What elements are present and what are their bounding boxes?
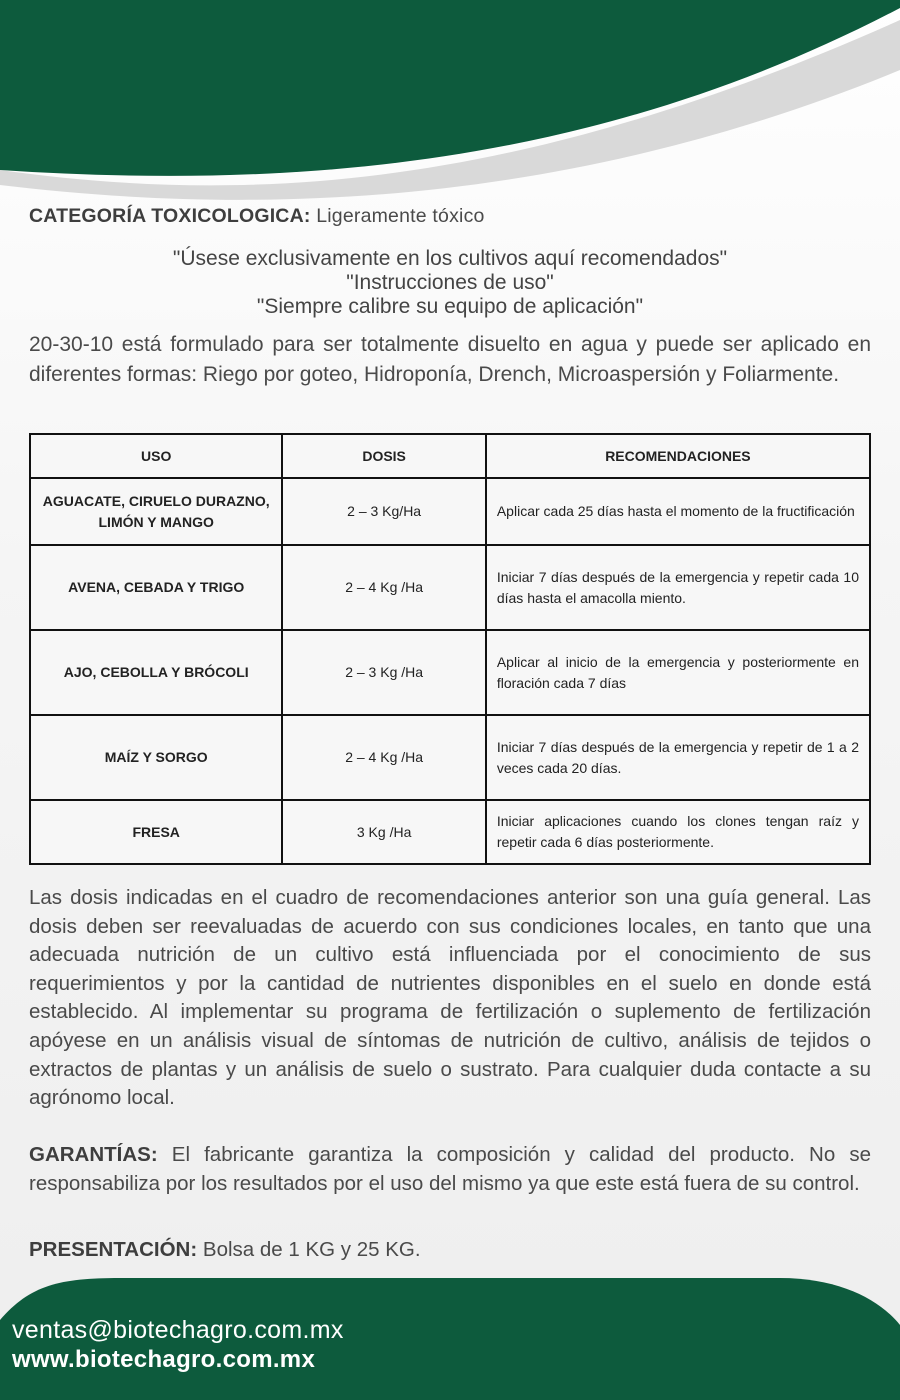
toxicity-value: Ligeramente tóxico	[316, 205, 485, 227]
cell-uso: MAÍZ Y SORGO	[30, 715, 282, 800]
intro-paragraph: 20-30-10 está formulado para ser totalmente disuelto en agua y puede ser aplicado en diferentes formas: Riego por goteo, Hidroponía, Drench, Microaspersión y Foliarmente.	[29, 333, 871, 386]
table-row	[30, 545, 870, 630]
presentation-label: PRESENTACIÓN:	[29, 1238, 198, 1261]
quote-line: "Instrucciones de uso"	[346, 271, 554, 294]
toxicity-label: CATEGORÍA TOXICOLOGICA:	[29, 205, 311, 227]
presentation-line	[29, 1238, 421, 1262]
presentation-text: Bolsa de 1 KG y 25 KG.	[202, 1238, 421, 1261]
footer-website-link[interactable]: www.biotechagro.com.mx	[12, 1346, 316, 1373]
cell-recomendacion: Iniciar 7 días después de la emergencia y repetir de 1 a 2 veces cada 20 días.	[486, 715, 870, 800]
cell-recomendacion: Aplicar cada 25 días hasta el momento de la fructificación	[486, 478, 870, 545]
recommendations-table	[29, 433, 871, 865]
table-row	[30, 800, 870, 864]
cell-dosis: 2 – 3 Kg /Ha	[282, 630, 485, 715]
cell-recomendacion: Iniciar aplicaciones cuando los clones tengan raíz y repetir cada 6 días posteriormente.	[486, 800, 870, 864]
table-header-row	[30, 434, 870, 478]
footer-email-link[interactable]: ventas@biotechagro.com.mx	[12, 1316, 344, 1344]
toxicity-line	[29, 205, 485, 228]
cell-uso: AJO, CEBOLLA Y BRÓCOLI	[30, 630, 282, 715]
table-row	[30, 478, 870, 545]
header-dosis: DOSIS	[282, 434, 485, 478]
table-row	[30, 630, 870, 715]
header-recomendaciones: RECOMENDACIONES	[486, 434, 870, 478]
closing-paragraph: Las dosis indicadas en el cuadro de recomendaciones anterior son una guía general. Las dosis deben ser reevaluadas de acuerdo con sus condiciones locales, en tanto que una adecuada nutrición de un cultivo está influenciada por el conocimiento de sus requerimientos y por la cantidad de nutrientes disponibles en el suelo en donde está establecido. Al implementar su programa de fertilización o suplemento de fertilización apóyese en un análisis visual de síntomas de nutrición de cultivo, análisis de tejidos o extractos de plantas y un análisis de suelo o sustrato. Para cualquier duda contacte a su agrónomo local.	[29, 886, 871, 1110]
cell-dosis: 3 Kg /Ha	[282, 800, 485, 864]
table-row	[30, 715, 870, 800]
cell-uso: FRESA	[30, 800, 282, 864]
guarantee-text: El fabricante garantiza la composición y calidad del producto. No se responsabiliza por los resultados por el uso del mismo ya que este está fuera de su control.	[29, 1143, 871, 1195]
cell-dosis: 2 – 4 Kg /Ha	[282, 715, 485, 800]
cell-uso: AVENA, CEBADA Y TRIGO	[30, 545, 282, 630]
cell-dosis: 2 – 4 Kg /Ha	[282, 545, 485, 630]
quote-line: "Úsese exclusivamente en los cultivos aquí recomendados"	[172, 247, 728, 270]
cell-recomendacion: Aplicar al inicio de la emergencia y posteriormente en floración cada 7 días	[486, 630, 870, 715]
header-wave	[0, 0, 900, 200]
cell-dosis: 2 – 3 Kg/Ha	[282, 478, 485, 545]
header-uso: USO	[30, 434, 282, 478]
quote-line: "Siempre calibre su equipo de aplicación"	[256, 295, 644, 318]
usage-quotes	[29, 247, 871, 319]
guarantee-paragraph	[29, 1141, 871, 1198]
cell-uso: AGUACATE, CIRUELO DURAZNO, LIMÓN Y MANGO	[30, 478, 282, 545]
guarantee-label: GARANTÍAS:	[29, 1143, 158, 1166]
cell-recomendacion: Iniciar 7 días después de la emergencia y repetir cada 10 días hasta el amacolla miento.	[486, 545, 870, 630]
